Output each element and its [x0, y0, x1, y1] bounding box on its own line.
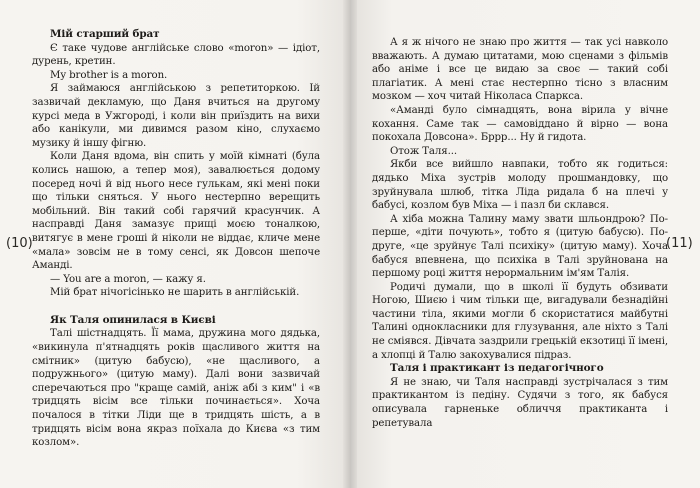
- paragraph: А хіба можна Талину маму звати шльондрою? По-перше, «діти почують», тобто я (цитую бабусю). По-друге, «це зруйнує Талі психіку» (цитую маму). Хоча бабуся впевнена, що психіка в Талі зруйнована на першому році життя нерормальним ім'ям Талія.: [372, 213, 668, 280]
- right-page-text: [372, 36, 668, 430]
- chapter-heading: Як Таля опинилася в Києві: [50, 313, 216, 326]
- page-number-right: (11): [666, 236, 693, 251]
- paragraph: — You are a moron, — кажу я.: [50, 273, 206, 285]
- chapter-heading: Таля і практикант із педагогічного: [390, 362, 604, 375]
- paragraph: Якби все вийшло навпаки, тобто як годиться: дядько Міха зустрів молоду прошмандовку, що зруйнувала шлюб, тітка Ліда ридала б на плечі у бабусі, козлом був Міха — і пазл би склався.: [372, 159, 668, 212]
- paragraph: Є таке чудове англійське слово «moron» — ідіот, дурень, кретин.: [32, 42, 320, 68]
- paragraph: Я займаюся англійською з репетиторкою. Ій зазвичай декламую, що Даня вчиться на другому курсі меда в Ужгороді, і коли він приїздить на вихи або канікули, ми дивимся разом кіно, слухаємо музику й іншу фігню.: [32, 83, 320, 149]
- paragraph: Коли Даня вдома, він спить у моїй кімнаті (була колись нашою, а тепер моя), завалюється додому посеред ночі й від нього несе гулькам, які мені поки що тільки сняться. У нього нестерпно верещить мобільний. Він такий собі гарячий красунчик. А насправді Даня замазує прищі моєю тоналкою, витягує в мене гроші й ніколи не віддає, кличе мене «мала» зовсім не в тому сенсі, як Довсон шепоче Аманді.: [32, 151, 320, 272]
- paragraph: Мій брат нічогісінько не шарить в англійській.: [50, 287, 300, 299]
- paragraph: «Аманді було сімнадцять, вона вірила у вічне кохання. Саме так — самовіддано й вірно — вона покохала Довсона». Бррр... Ну й гидота.: [372, 104, 668, 144]
- right-page: [350, 0, 700, 488]
- paragraph: My brother is a moron.: [50, 69, 168, 81]
- paragraph: Отож Таля...: [390, 145, 458, 157]
- paragraph: А я ж нічого не знаю про життя — так усі навколо вважають. А думаю цитатами, мою сценами з фільмів або аніме і все це видаю за своє — такий собі плагіатик. А мені стає нестерпно тісно з власним мозком — хоч читай Ніколаса Спаркса.: [372, 37, 668, 103]
- paragraph: Я не знаю, чи Таля насправді зустрічалася з тим практикантом із педіну. Судячи з того, як бабуся описувала гарненьке обличчя практиканта і репетувала: [372, 376, 668, 429]
- paragraph: Родичі думали, що в школі її будуть обзивати Ногою, Шиєю і чим тільки ще, вигадували безнадійні частини тіла, якими могли б скористатися майбутні Талині однокласники для глузування, але ніхто з Талі не сміявся. Дівчата заздрили грецькій екзотиці її імені, а хлопці й Талю закохувалися підраз.: [372, 281, 668, 361]
- left-page-text: [32, 28, 320, 450]
- chapter-heading: Мій старший брат: [50, 28, 160, 40]
- book-gutter: [343, 0, 357, 488]
- page-number-left: (10): [6, 236, 33, 251]
- paragraph: Талі шістнадцять. Її мама, дружина мого дядька, «викинула п'ятнадцять років щасливого життя на смітник» (цитую бабусю), «не щасливого, а подружнього» (цитую маму). Далі вони зазвичай сперечаються про "краще самій, аніж абі з ким" і «в тридцять вісім все тільки починається». Хоча почалося в тітки Ліди ще в тридцять шість, а в тридцять вісім вона якраз поїхала до Києва «з тим козлом».: [32, 328, 320, 449]
